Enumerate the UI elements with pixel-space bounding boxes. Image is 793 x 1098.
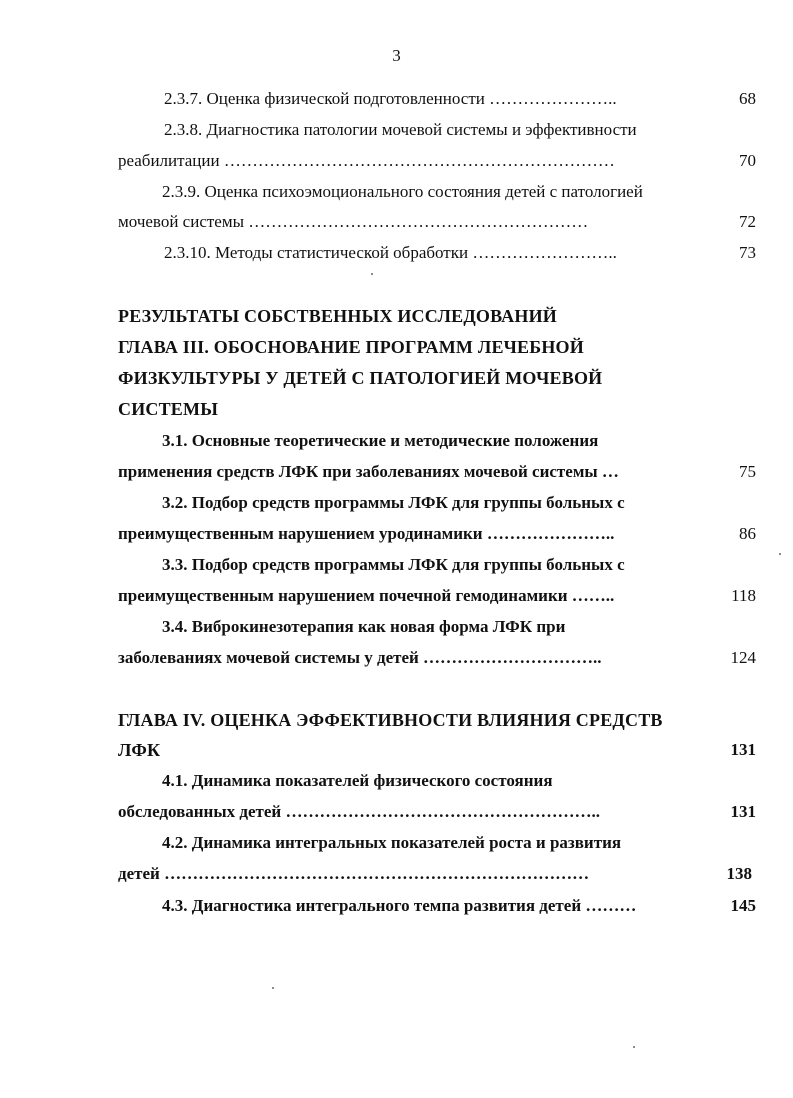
toc-page-3-2: 86 xyxy=(739,524,756,543)
toc-page-2-3-10: 73 xyxy=(739,243,756,262)
toc-page-3-4: 124 xyxy=(730,648,756,667)
toc-entry-3-3-line2: преимущественным нарушением почечной гемодинамики …….. xyxy=(118,586,615,605)
scan-speck xyxy=(779,553,781,555)
toc-entry-3-1-line1: 3.1. Основные теоретические и методические положения xyxy=(162,431,599,450)
toc-page-3-3: 118 xyxy=(731,586,756,605)
toc-entry-3-2-line1: 3.2. Подбор средств программы ЛФК для группы больных с xyxy=(162,493,625,512)
toc-entry-2-3-9-line2: мочевой системы …………………………………………………… xyxy=(118,212,589,231)
toc-entry-2-3-10: 2.3.10. Методы статистической обработки …………………….. xyxy=(164,243,617,262)
toc-page-2-3-9: 72 xyxy=(739,212,756,231)
toc-page-2-3-8: 70 xyxy=(739,151,756,170)
toc-entry-2-3-7: 2.3.7. Оценка физической подготовленности ………………….. xyxy=(164,89,617,108)
toc-page-3-1: 75 xyxy=(739,462,756,481)
toc-entry-2-3-8-line1: 2.3.8. Диагностика патологии мочевой системы и эффективности xyxy=(164,120,637,139)
chapter-3-title-line2: ФИЗКУЛЬТУРЫ У ДЕТЕЙ С ПАТОЛОГИЕЙ МОЧЕВОЙ xyxy=(118,368,603,388)
scan-speck xyxy=(272,987,274,989)
toc-entry-4-1-line1: 4.1. Динамика показателей физического состояния xyxy=(162,771,553,790)
toc-entry-2-3-9-line1: 2.3.9. Оценка психоэмоционального состояния детей с патологией xyxy=(162,182,643,201)
toc-page-4-3: 145 xyxy=(730,896,756,915)
scan-speck xyxy=(633,1046,635,1048)
results-heading: РЕЗУЛЬТАТЫ СОБСТВЕННЫХ ИССЛЕДОВАНИЙ xyxy=(118,306,557,326)
chapter-3-title-line3: СИСТЕМЫ xyxy=(118,399,219,419)
toc-entry-4-2-line1: 4.2. Динамика интегральных показателей роста и развития xyxy=(162,833,622,852)
toc-entry-3-3-line1: 3.3. Подбор средств программы ЛФК для группы больных с xyxy=(162,555,625,574)
toc-page-2-3-7: 68 xyxy=(739,89,756,108)
toc-page-chapter-4: 131 xyxy=(730,740,756,759)
scan-speck xyxy=(371,273,373,275)
toc-entry-3-1-line2: применения средств ЛФК при заболеваниях мочевой системы … xyxy=(118,462,619,481)
toc-entry-4-1-line2: обследованных детей ……………………………………………….. xyxy=(118,802,600,821)
toc-entry-3-2-line2: преимущественным нарушением уродинамики ………………….. xyxy=(118,524,615,543)
toc-entry-3-4-line1: 3.4. Виброкинезотерапия как новая форма ЛФК при xyxy=(162,617,566,636)
chapter-4-title-line2: ЛФК xyxy=(118,740,161,760)
toc-page-4-2: 138 xyxy=(726,864,752,883)
page-number: 3 xyxy=(392,46,401,65)
toc-entry-2-3-8-line2: реабилитации …………………………………………………………… xyxy=(118,151,615,170)
chapter-4-title-line1: ГЛАВА IV. ОЦЕНКА ЭФФЕКТИВНОСТИ ВЛИЯНИЯ СРЕДСТВ xyxy=(118,710,663,730)
toc-entry-4-3: 4.3. Диагностика интегрального темпа развития детей ……… xyxy=(162,896,637,915)
toc-entry-4-2-line2: детей ………………………………………………………………… xyxy=(118,864,590,883)
toc-page-4-1: 131 xyxy=(730,802,756,821)
toc-entry-3-4-line2: заболеваниях мочевой системы у детей ………………………….. xyxy=(118,648,602,667)
chapter-3-title-line1: ГЛАВА III. ОБОСНОВАНИЕ ПРОГРАММ ЛЕЧЕБНОЙ xyxy=(118,337,584,357)
